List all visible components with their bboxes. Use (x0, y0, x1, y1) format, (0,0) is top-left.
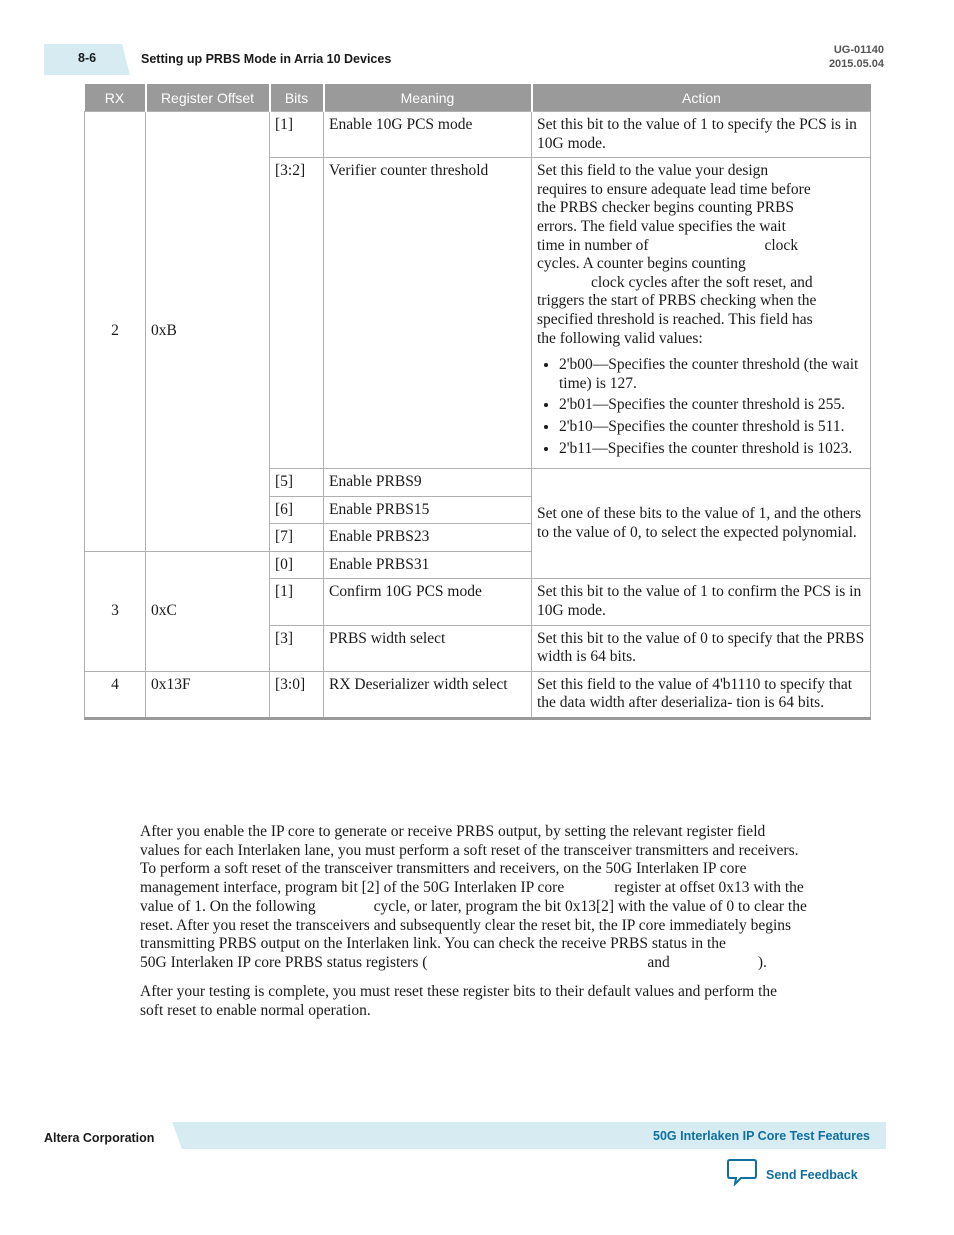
soft-reset-paragraph: After you enable the IP core to generate or receive PRBS output, by setting the relevant register field values for each Interlaken lane, you must perform a soft reset of the transceiver transmitters and receivers. To perform a soft reset of the transceiver transmitters and receivers, on the 50G Interlaken IP core management interface, program bit [2] of the 50G Interlaken IP core register at offset 0x13 with the value of 1. On the following cycle, or later, program the bit 0x13[2] with the value of 0 to clear the reset. After you reset the transceivers and subsequently clear the reset bit, the IP core immediately begins transmitting PRBS output on the Interlaken link. You can check the receive PRBS status in the 50G Interlaken IP core PRBS status registers ( and ). (140, 823, 807, 971)
bits-cell: [3:0] (270, 671, 324, 718)
document-code: UG-01140 (833, 44, 884, 56)
company-name: Altera Corporation (44, 1131, 155, 1145)
list-item: • 2'b01—Specifies the counter threshold is 255. (559, 396, 865, 415)
action-cell: Set this field to the value of 4'b1110 to specify that the data width after deserializa- tion is 64 bits. (532, 671, 871, 718)
bits-cell: [6] (270, 496, 324, 524)
document-id (829, 43, 884, 71)
meaning-cell: Enable 10G PCS mode (324, 112, 532, 158)
meaning-cell: Enable PRBS23 (324, 524, 532, 552)
list-item: • 2'b00—Specifies the counter threshold (the wait time) is 127. (559, 356, 865, 393)
action-cell: Set this bit to the value of 0 to specify that the PRBS width is 64 bits. (532, 625, 871, 671)
rx-cell: 4 (85, 671, 146, 718)
chapter-title-link[interactable]: 50G Interlaken IP Core Test Features (653, 1129, 870, 1143)
meaning-cell: PRBS width select (324, 625, 532, 671)
send-feedback-label: Send Feedback (766, 1167, 858, 1182)
meaning-cell: Enable PRBS9 (324, 469, 532, 497)
testing-complete-paragraph: After your testing is complete, you must reset these register bits to their default values and perform the soft reset to enable normal operation. (140, 983, 778, 1019)
speech-bubble-icon (727, 1158, 757, 1191)
list-item: • 2'b11—Specifies the counter threshold is 1023. (559, 440, 865, 459)
meaning-cell: Enable PRBS31 (324, 551, 532, 579)
action-cell (532, 158, 871, 469)
rx-cell: 3 (85, 551, 146, 671)
send-feedback-link[interactable] (727, 1158, 858, 1191)
meaning-cell: Enable PRBS15 (324, 496, 532, 524)
section-title: Setting up PRBS Mode in Arria 10 Devices (141, 52, 392, 66)
table-row (85, 671, 871, 718)
bits-cell: [5] (270, 469, 324, 497)
column-header-rx: RX (85, 84, 146, 112)
document-date: 2015.05.04 (828, 58, 884, 70)
bits-cell: [0] (270, 551, 324, 579)
bits-cell: [1] (270, 579, 324, 625)
action-cell: Set this bit to the value of 1 to confirm the PCS is in 10G mode. (532, 579, 871, 625)
offset-cell: 0x13F (146, 671, 270, 718)
table-header-row (85, 84, 871, 112)
offset-cell: 0xC (146, 551, 270, 671)
bits-cell: [3:2] (270, 158, 324, 469)
meaning-cell: Verifier counter threshold (324, 158, 532, 469)
rx-cell: 2 (85, 112, 146, 552)
polynomial-action-cell: Set one of these bits to the value of 1, and the others to the value of 0, to select the expected polynomial. (532, 469, 871, 579)
prbs-register-table (84, 84, 871, 720)
bits-cell: [3] (270, 625, 324, 671)
page-number: 8-6 (78, 51, 97, 65)
action-cell: Set this bit to the value of 1 to specify the PCS is in 10G mode. (532, 112, 871, 158)
threshold-values-list (537, 356, 865, 458)
threshold-description: Set this field to the value your design requires to ensure adequate lead time before the PRBS checker begins counting PRBS errors. The field value specifies the wait time in number of clock cycles. A counter begins counting clock cycles after the soft reset, and triggers the start of PRBS checking when the specified threshold is reached. This field has the following valid values: (537, 162, 817, 347)
bits-cell: [7] (270, 524, 324, 552)
column-header-action: Action (532, 84, 871, 112)
bits-cell: [1] (270, 112, 324, 158)
column-header-register-offset: Register Offset (146, 84, 270, 112)
column-header-meaning: Meaning (324, 84, 532, 112)
meaning-cell: Confirm 10G PCS mode (324, 579, 532, 625)
offset-cell: 0xB (146, 112, 270, 552)
meaning-cell: RX Deserializer width select (324, 671, 532, 718)
list-item: • 2'b10—Specifies the counter threshold is 511. (559, 418, 865, 437)
table-row (85, 112, 871, 158)
column-header-bits: Bits (270, 84, 324, 112)
